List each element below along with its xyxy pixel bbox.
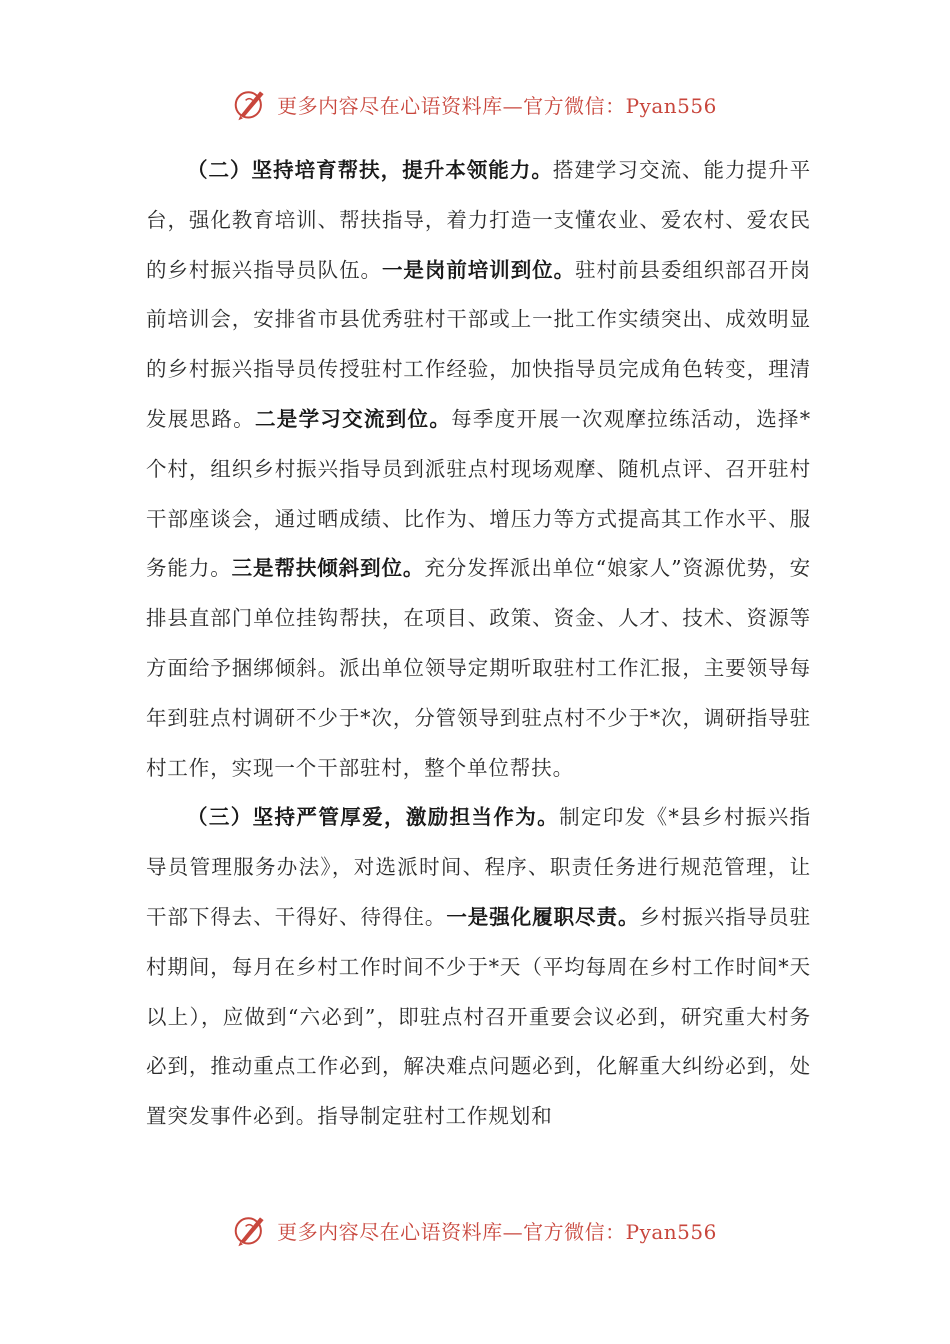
body-text: 每季度开展一次观摩拉练活动，选择*个村，组织乡村振兴指导员到派驻点村现场观摩、随机点评、召开驻村干部座谈会，通过晒成绩、比作为、增压力等方式提高其工作水平、服务能力。 bbox=[146, 406, 811, 581]
watermark-text: 更多内容尽在心语资料库—官方微信：Pyan556 bbox=[277, 1219, 717, 1244]
paragraph-section-2 bbox=[146, 146, 811, 793]
subheading-3: 三是帮扶倾斜到位。 bbox=[231, 556, 425, 581]
body-text: 乡村振兴指导员驻村期间，每月在乡村工作时间不少于*天（平均每周在乡村工作时间*天以上），应做到“六必到”，即驻点村召开重要会议必到，研究重大村务必到，推动重点工作必到，解决难点问题必到，化解重大纠纷必到，处置突发事件必到。指导制定驻村工作规划和 bbox=[146, 904, 811, 1129]
pen-circle-icon bbox=[233, 86, 269, 122]
pen-circle-icon bbox=[233, 1212, 269, 1248]
body-text: 制定印发《*县乡村振兴指导员管理服务办法》，对选派时间、程序、职责任务进行规范管理，让干部下得去、干得好、待得住。 bbox=[146, 805, 811, 929]
watermark-text: 更多内容尽在心语资料库—官方微信：Pyan556 bbox=[277, 93, 717, 118]
watermark-header bbox=[0, 82, 950, 126]
heading-section-2: （二）坚持培育帮扶，提升本领能力。 bbox=[187, 158, 553, 182]
subheading-2: 二是学习交流到位。 bbox=[254, 406, 452, 431]
body-text: 搭建学习交流、能力提升平台，强化教育培训、帮扶指导，着力打造一支懂农业、爱农村、爱农民的乡村振兴指导员队伍。 bbox=[146, 158, 811, 282]
document-body bbox=[146, 146, 811, 1142]
body-text: 充分发挥派出单位“娘家人”资源优势，安排县直部门单位挂钩帮扶，在项目、政策、资金、人才、技术、资源等方面给予捆绑倾斜。派出单位领导定期听取驻村工作汇报，主要领导每年到驻点村调研不少于*次，分管领导到驻点村不少于*次，调研指导驻村工作，实现一个干部驻村，整个单位帮扶。 bbox=[146, 556, 811, 780]
subheading-1: 一是强化履职尽责。 bbox=[446, 904, 640, 929]
watermark-footer bbox=[0, 1208, 950, 1252]
body-text: 驻村前县委组织部召开岗前培训会，安排省市县优秀驻村干部或上一批工作实绩突出、成效明显的乡村振兴指导员传授驻村工作经验，加快指导员完成角色转变，理清发展思路。 bbox=[146, 257, 811, 431]
heading-section-3: （三）坚持严管厚爱，激励担当作为。 bbox=[187, 805, 560, 830]
paragraph-section-3 bbox=[146, 793, 811, 1142]
subheading-1: 一是岗前培训到位。 bbox=[381, 257, 576, 282]
